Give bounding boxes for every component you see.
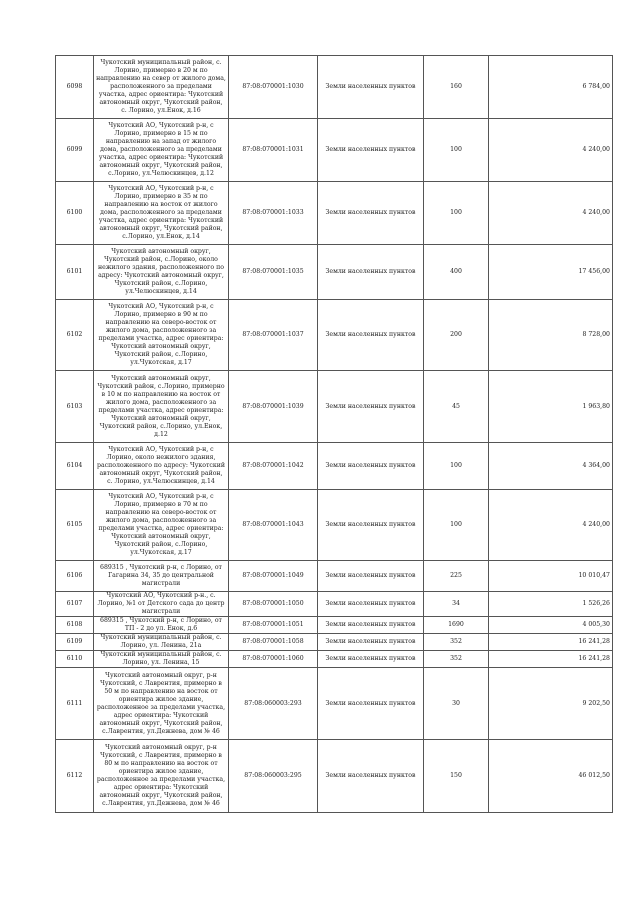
- row-cadastral-value: 4 240,00: [489, 119, 613, 182]
- row-land-category: Земли населенных пунктов: [318, 182, 424, 245]
- row-area: 1690: [424, 617, 489, 634]
- land-registry-table: [55, 55, 613, 813]
- row-number: 6102: [56, 300, 94, 371]
- row-land-category: Земли населенных пунктов: [318, 634, 424, 651]
- row-number: 6108: [56, 617, 94, 634]
- row-number: 6112: [56, 740, 94, 813]
- row-cadastral-number: 87:08:060003:295: [229, 740, 318, 813]
- row-cadastral-number: 87:08:070001:1051: [229, 617, 318, 634]
- row-area: 225: [424, 561, 489, 592]
- row-cadastral-value: 9 202,50: [489, 668, 613, 740]
- row-number: 6099: [56, 119, 94, 182]
- row-cadastral-value: 1 526,26: [489, 592, 613, 617]
- row-cadastral-number: 87:08:070001:1039: [229, 371, 318, 443]
- table-row: [56, 561, 613, 592]
- row-land-category: Земли населенных пунктов: [318, 371, 424, 443]
- row-cadastral-number: 87:08:070001:1031: [229, 119, 318, 182]
- table-row: [56, 592, 613, 617]
- row-area: 30: [424, 668, 489, 740]
- row-address: Чукотский автономный округ, р-н Чукотский, с Лаврентия, примерно в 80 м по направлению на восток от ориентира жилое здание, расположенное за пределами участка, адрес ориентира: Чукотский автономный округ, Чукотский район, с.Лаврентия, ул.Дежнева, дом № 46: [94, 740, 229, 813]
- table-row: [56, 740, 613, 813]
- row-land-category: Земли населенных пунктов: [318, 592, 424, 617]
- row-cadastral-number: 87:08:070001:1043: [229, 490, 318, 561]
- row-cadastral-value: 17 456,00: [489, 245, 613, 300]
- table-row: [56, 119, 613, 182]
- row-address: Чукотский автономный округ, р-н Чукотский, с Лаврентия, примерно в 50 м по направлению на восток от ориентира жилое здание, расположенное за пределами участка, адрес ориентира: Чукотский автономный округ, Чукотский район, с.Лаврентия, ул.Дежнева, дом № 46: [94, 668, 229, 740]
- row-cadastral-number: 87:08:070001:1050: [229, 592, 318, 617]
- table-row: [56, 300, 613, 371]
- row-land-category: Земли населенных пунктов: [318, 490, 424, 561]
- row-area: 34: [424, 592, 489, 617]
- table-row: [56, 634, 613, 651]
- row-address: Чукотский АО, Чукотский р-н, с Лорино, примерно в 90 м по направлению на северо-восток от жилого дома, расположенного за пределами участка, адрес ориентира: Чукотский автономный округ, Чукотский район, с.Лорино, ул.Чукотская, д.17: [94, 300, 229, 371]
- row-area: 352: [424, 634, 489, 651]
- row-address: Чукотский муниципальный район, с. Лорино, ул. Ленина, 21а: [94, 634, 229, 651]
- row-number: 6100: [56, 182, 94, 245]
- row-cadastral-value: 10 010,47: [489, 561, 613, 592]
- row-land-category: Земли населенных пунктов: [318, 561, 424, 592]
- row-number: 6111: [56, 668, 94, 740]
- row-cadastral-number: 87:08:070001:1030: [229, 56, 318, 119]
- row-address: Чукотский автономный округ, Чукотский район, с.Лорино, примерно в 10 м по направлению на восток от жилого дома, расположенного за пределами участка, адрес ориентира: Чукотский автономный округ, Чукотский район, с.Лорино, ул.Енок, д.12: [94, 371, 229, 443]
- row-cadastral-number: 87:08:070001:1042: [229, 443, 318, 490]
- row-cadastral-number: 87:08:060003:293: [229, 668, 318, 740]
- row-address: Чукотский АО, Чукотский р-н., с. Лорино, №1 от Детского сада до центр магистрали: [94, 592, 229, 617]
- table-row: [56, 245, 613, 300]
- row-area: 100: [424, 182, 489, 245]
- row-address: Чукотский автономный округ, Чукотский район, с.Лорино, около нежилого здания, расположенного по адресу: Чукотский автономный округ, Чукотский район, с.Лорино, ул.Челюскинцев, д.14: [94, 245, 229, 300]
- row-cadastral-number: 87:08:070001:1060: [229, 651, 318, 668]
- row-cadastral-value: 46 012,50: [489, 740, 613, 813]
- row-cadastral-number: 87:08:070001:1035: [229, 245, 318, 300]
- table-row: [56, 617, 613, 634]
- row-cadastral-value: 1 963,80: [489, 371, 613, 443]
- table-row: [56, 182, 613, 245]
- row-land-category: Земли населенных пунктов: [318, 668, 424, 740]
- row-land-category: Земли населенных пунктов: [318, 245, 424, 300]
- row-address: Чукотский муниципальный район, с. Лорино, ул. Ленина, 15: [94, 651, 229, 668]
- row-number: 6107: [56, 592, 94, 617]
- row-land-category: Земли населенных пунктов: [318, 617, 424, 634]
- row-land-category: Земли населенных пунктов: [318, 56, 424, 119]
- row-land-category: Земли населенных пунктов: [318, 300, 424, 371]
- table-row: [56, 56, 613, 119]
- row-cadastral-value: 8 728,00: [489, 300, 613, 371]
- row-number: 6105: [56, 490, 94, 561]
- row-cadastral-value: 16 241,28: [489, 651, 613, 668]
- row-address: Чукотский АО, Чукотский р-н, с Лорино, примерно в 35 м по направлению на восток от жилого дома, расположенного за пределами участка, адрес ориентира: Чукотский автономный округ, Чукотский район, с.Лорино, ул.Енок, д.14: [94, 182, 229, 245]
- row-address: Чукотский АО, Чукотский р-н, с Лорино, около нежилого здания, расположенного по адресу: Чукотский автономный округ, Чукотский район, с. Лорино, ул.Челюскинцев, д.14: [94, 443, 229, 490]
- row-number: 6104: [56, 443, 94, 490]
- row-cadastral-value: 4 364,00: [489, 443, 613, 490]
- row-cadastral-value: 4 240,00: [489, 182, 613, 245]
- row-number: 6106: [56, 561, 94, 592]
- table-row: [56, 443, 613, 490]
- row-number: 6098: [56, 56, 94, 119]
- row-area: 352: [424, 651, 489, 668]
- row-area: 160: [424, 56, 489, 119]
- row-cadastral-value: 16 241,28: [489, 634, 613, 651]
- row-cadastral-number: 87:08:070001:1058: [229, 634, 318, 651]
- row-land-category: Земли населенных пунктов: [318, 740, 424, 813]
- row-land-category: Земли населенных пунктов: [318, 443, 424, 490]
- row-area: 100: [424, 119, 489, 182]
- row-land-category: Земли населенных пунктов: [318, 119, 424, 182]
- document-page: [55, 55, 610, 813]
- row-address: Чукотский муниципальный район, с. Лорино, примерно в 20 м по направлению на север от жилого дома, расположенного за пределами участка, адрес ориентира: Чукотский автономный округ, Чукотский район, с. Лорино, ул.Енок, д.16: [94, 56, 229, 119]
- table-row: [56, 668, 613, 740]
- row-area: 200: [424, 300, 489, 371]
- row-cadastral-value: 4 240,00: [489, 490, 613, 561]
- row-cadastral-number: 87:08:070001:1049: [229, 561, 318, 592]
- row-cadastral-value: 6 784,00: [489, 56, 613, 119]
- row-address: 689315 , Чукотский р-н, с Лорино, от ТП - 2 до ул. Енок, д.6: [94, 617, 229, 634]
- row-cadastral-number: 87:08:070001:1033: [229, 182, 318, 245]
- table-row: [56, 490, 613, 561]
- row-area: 45: [424, 371, 489, 443]
- row-address: Чукотский АО, Чукотский р-н, с Лорино, примерно в 15 м по направлению на запад от жилого дома, расположенного за пределами участка, адрес ориентира: Чукотский автономный округ, Чукотский район, с.Лорино, ул.Челюскинцев, д.12: [94, 119, 229, 182]
- table-row: [56, 371, 613, 443]
- row-number: 6103: [56, 371, 94, 443]
- row-land-category: Земли населенных пунктов: [318, 651, 424, 668]
- row-number: 6101: [56, 245, 94, 300]
- row-number: 6109: [56, 634, 94, 651]
- row-address: Чукотский АО, Чукотский р-н, с Лорино, примерно в 70 м по направлению на северо-восток от жилого дома, расположенного за пределами участка, адрес ориентира: Чукотский автономный округ, Чукотский район, с.Лорино, ул.Чукотская, д.17: [94, 490, 229, 561]
- row-cadastral-number: 87:08:070001:1037: [229, 300, 318, 371]
- row-area: 100: [424, 443, 489, 490]
- row-cadastral-value: 4 005,30: [489, 617, 613, 634]
- row-number: 6110: [56, 651, 94, 668]
- row-area: 100: [424, 490, 489, 561]
- row-area: 150: [424, 740, 489, 813]
- table-row: [56, 651, 613, 668]
- row-area: 400: [424, 245, 489, 300]
- row-address: 689315 , Чукотский р-н, с Лорино, от Гагарина 34, 35 до центральной магистрали: [94, 561, 229, 592]
